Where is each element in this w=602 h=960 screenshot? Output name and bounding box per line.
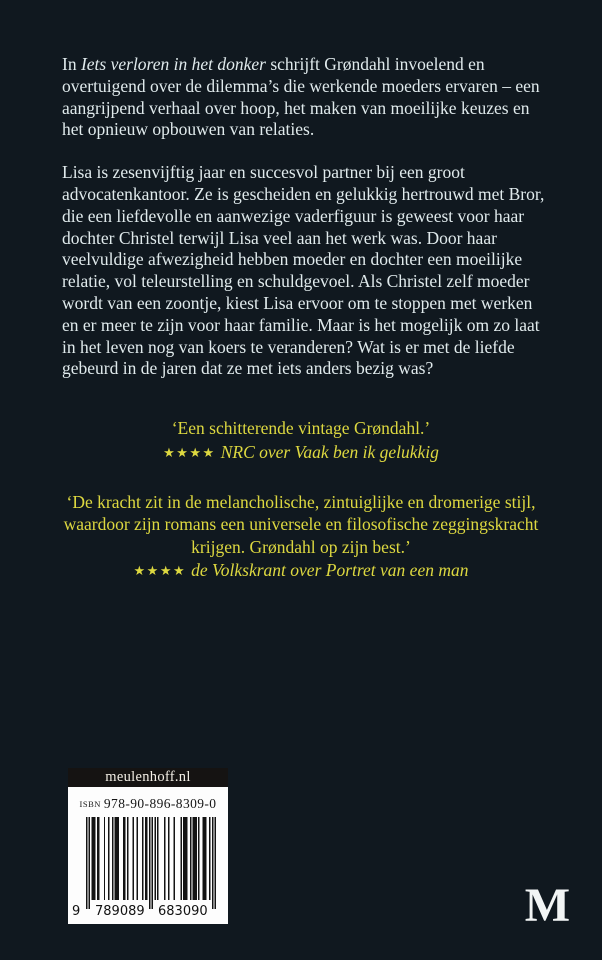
star-rating: ★★★★ [133, 564, 187, 580]
isbn-number-line [68, 796, 228, 812]
review-quote-2-attribution [51, 559, 551, 584]
star-rating: ★★★★ [163, 445, 216, 461]
review-quote-2 [51, 491, 551, 585]
barcode [86, 817, 216, 909]
review-quote-2-source: de Volkskrant over Portret van een man [191, 560, 469, 581]
publisher-website: meulenhoff.nl [105, 769, 191, 785]
publisher-isbn-block [68, 768, 228, 924]
back-cover-text [51, 54, 551, 585]
isbn-number: 978-90-896-8309-0 [103, 796, 217, 811]
meulenhoff-m-logo: M [524, 879, 570, 932]
synopsis-paragraph-1: In Iets verloren in het donker schrijft Grøndahl invoelend en overtuigend over de dilemma’s die werkende moeders ervaren – een aangrijpend verhaal over hoop, het maken van moeilijke keuzes en het opnieuw opbouwen van relaties. [62, 54, 540, 140]
isbn-barcode-box [68, 787, 228, 924]
barcode-digits [68, 904, 228, 920]
barcode-digit-group2: 683090 [158, 904, 208, 919]
review-quote-1-source: NRC over Vaak ben ik gelukkig [220, 441, 439, 462]
publisher-website-bar [68, 768, 228, 787]
review-quote-1-attribution [51, 441, 551, 466]
barcode-digit-first: 9 [72, 904, 81, 919]
barcode-digit-group1: 789089 [95, 904, 145, 919]
synopsis-paragraph-2: Lisa is zesenvijftig jaar en succesvol partner bij een groot advocatenkantoor. Ze is gescheiden en gelukkig hertrouwd met Bror, die een liefdevolle en aanwezige vaderfiguur is geweest voor haar dochter Christel terwijl Lisa veel aan het werk was. Door haar veelvuldige afwezigheid hebben moeder en dochter een moeilijke relatie, vol teleurstelling en schuldgevoel. Als Christel zelf moeder wordt van een zoontje, kiest Lisa ervoor om te stoppen met werken en er meer te zijn voor haar familie. Maar is het mogelijk om zo laat in het leven nog van koers te veranderen? Wat is er met de liefde gebeurd in de jaren dat ze met iets anders bezig was? [62, 162, 545, 379]
review-quote-1 [51, 417, 551, 466]
review-quote-2-text: ‘De kracht zit in de melancholische, zintuiglijke en dromerige stijl, waardoor zijn romans een universele en filosofische zeggingskracht krijgen. Grøndahl op zijn best.’ [63, 491, 539, 557]
review-quote-1-text: ‘Een schitterende vintage Grøndahl.’ [171, 418, 431, 439]
isbn-label: ISBN [79, 799, 101, 809]
